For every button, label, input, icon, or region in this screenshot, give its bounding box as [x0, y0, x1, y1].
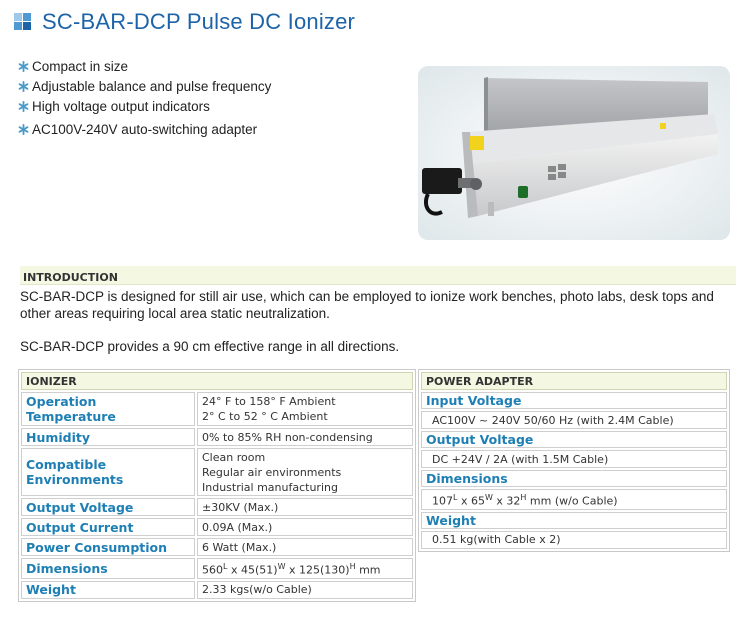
spec-value: DC +24V / 2A (with 1.5M Cable) — [421, 450, 727, 468]
table-row — [21, 498, 413, 516]
spec-value: 2.33 kgs(w/o Cable) — [197, 581, 413, 599]
feature-list — [18, 56, 271, 139]
spec-label: Operation Temperature — [21, 392, 195, 426]
table-row — [21, 428, 413, 446]
spec-label: Weight — [421, 512, 727, 529]
spec-value: $560^L$ x $45(51)^W$ x $125(130)^H$ mm — [197, 558, 413, 579]
feature-item — [18, 56, 271, 76]
spec-value: $107^L$ x $65^W$ x $32^H$ mm (w/o Cable) — [421, 489, 727, 510]
ionizer-bar-product-image — [418, 66, 730, 240]
introduction-header — [20, 266, 736, 285]
power-adapter-table-heading: POWER ADAPTER — [421, 372, 727, 390]
spec-label: Compatible Environments — [21, 448, 195, 496]
feature-item — [18, 76, 271, 96]
spec-label: Dimensions — [421, 470, 727, 487]
spec-value: 0.51 kg(with Cable x 2) — [421, 531, 727, 549]
page-header — [14, 8, 355, 36]
feature-text: Compact in size — [32, 58, 129, 74]
spec-value: 6 Watt (Max.) — [197, 538, 413, 556]
spec-label: Output Voltage — [421, 431, 727, 448]
snowflake-bullet-icon — [18, 61, 29, 72]
spec-value: Clean room Regular air environments Industrial manufacturing — [197, 448, 413, 496]
spec-label: Output Current — [21, 518, 195, 536]
introduction-paragraph: SC-BAR-DCP is designed for still air use, which can be employed to ionize work benches, photo labs, desk tops and other areas requiring local area static neutralization. — [20, 289, 714, 321]
table-row — [21, 581, 413, 599]
spec-label: Power Consumption — [21, 538, 195, 556]
spec-label: Output Voltage — [21, 498, 195, 516]
spec-value: AC100V ~ 240V 50/60 Hz (with 2.4M Cable) — [421, 411, 727, 429]
spec-value: 0% to 85% RH non-condensing — [197, 428, 413, 446]
spec-label: Humidity — [21, 428, 195, 446]
spec-label: Weight — [21, 581, 195, 599]
spec-value: 0.09A (Max.) — [197, 518, 413, 536]
table-row — [21, 448, 413, 496]
table-row — [21, 538, 413, 556]
feature-text: AC100V-240V auto-switching adapter — [32, 121, 258, 137]
ionizer-table-heading: IONIZER — [21, 372, 413, 390]
spec-label: Input Voltage — [421, 392, 727, 409]
snowflake-bullet-icon — [18, 101, 29, 112]
feature-item — [18, 96, 271, 116]
table-row — [21, 558, 413, 579]
spec-label: Dimensions — [21, 558, 195, 579]
table-row — [21, 518, 413, 536]
snowflake-bullet-icon — [18, 81, 29, 92]
four-square-logo-icon — [14, 13, 32, 31]
snowflake-bullet-icon — [18, 124, 29, 135]
introduction-heading: INTRODUCTION — [23, 271, 118, 284]
spec-value: ±30KV (Max.) — [197, 498, 413, 516]
table-row — [21, 392, 413, 426]
ionizer-spec-table — [18, 369, 416, 602]
spec-value: 24° F to 158° F Ambient 2° C to 52 ° C Ambient — [197, 392, 413, 426]
feature-text: High voltage output indicators — [32, 98, 210, 114]
feature-item — [18, 119, 271, 139]
page-title: SC-BAR-DCP Pulse DC Ionizer — [42, 9, 356, 34]
power-adapter-spec-table — [418, 369, 730, 552]
feature-text: Adjustable balance and pulse frequency — [32, 78, 272, 94]
introduction-range-paragraph: SC-BAR-DCP provides a 90 cm effective range in all directions. — [20, 339, 400, 354]
